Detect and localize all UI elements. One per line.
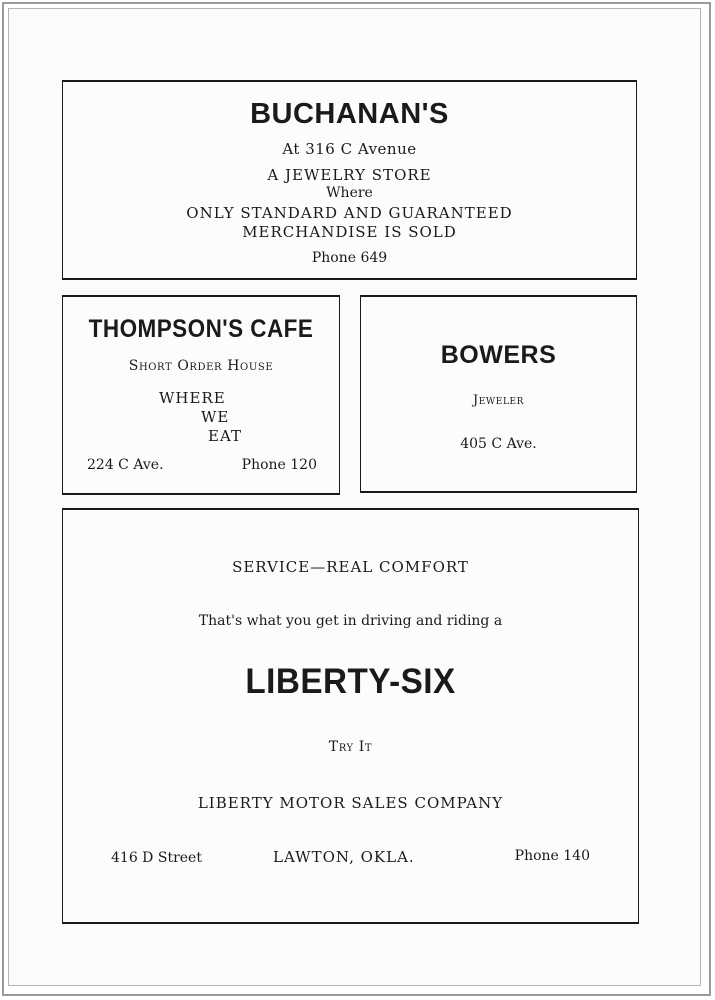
thompson-slogan-we: WE	[201, 408, 230, 426]
thompson-ad	[62, 295, 340, 495]
buchanan-merchandise-line: MERCHANDISE IS SOLD	[242, 223, 457, 241]
liberty-headline: SERVICE—REAL COMFORT	[232, 558, 469, 576]
thompson-slogan-eat: EAT	[208, 427, 242, 445]
thompson-address: 224 C Ave.	[87, 457, 164, 473]
liberty-company: LIBERTY MOTOR SALES COMPANY	[197, 794, 504, 812]
buchanan-ad	[62, 80, 637, 280]
bowers-ad	[360, 295, 637, 493]
liberty-tagline: That's what you get in driving and riding a	[198, 613, 503, 629]
bowers-subtitle: Jeweler	[472, 393, 525, 408]
buchanan-where-line: Where	[326, 185, 373, 201]
liberty-ad	[62, 508, 639, 924]
liberty-try-it: Try It	[328, 739, 373, 755]
buchanan-standard-line: ONLY STANDARD AND GUARANTEED	[186, 204, 513, 222]
liberty-phone: Phone 140	[514, 848, 590, 864]
bowers-address: 405 C Ave.	[460, 436, 537, 452]
buchanan-address: At 316 C Avenue	[282, 140, 417, 158]
buchanan-title: BUCHANAN'S	[250, 98, 449, 130]
buchanan-store-line: A JEWELRY STORE	[267, 166, 432, 184]
thompson-title: THOMPSON'S CAFE	[88, 315, 314, 343]
liberty-title: LIBERTY-SIX	[245, 662, 456, 701]
bowers-title: BOWERS	[440, 341, 557, 369]
buchanan-phone: Phone 649	[311, 250, 388, 266]
liberty-city: LAWTON, OKLA.	[273, 848, 415, 866]
thompson-slogan-where: WHERE	[159, 389, 226, 407]
thompson-subtitle: Short Order House	[128, 358, 274, 374]
liberty-address: 416 D Street	[111, 850, 202, 866]
thompson-phone: Phone 120	[241, 457, 317, 473]
